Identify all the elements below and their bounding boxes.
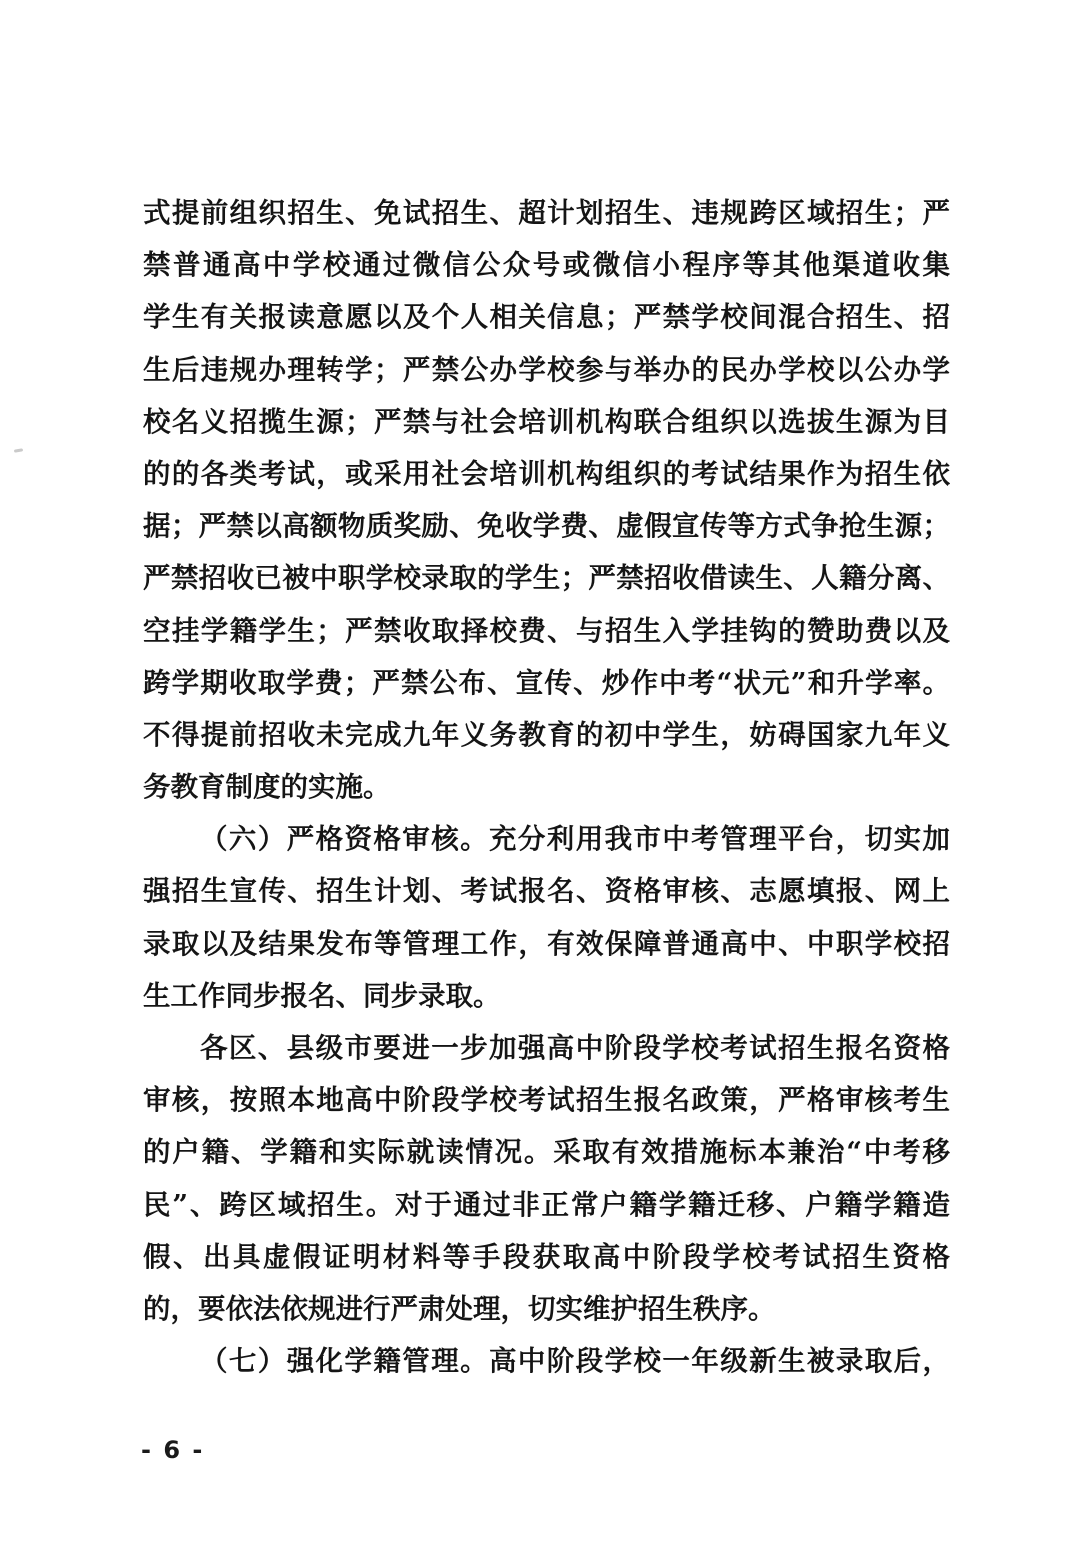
document-line: 生工作同步报名、同步录取。: [143, 979, 501, 1012]
document-line: 生后违规办理转学；严禁公办学校参与举办的民办学校以公办学: [143, 353, 950, 386]
document-line: 学生有关报读意愿以及个人相关信息；严禁学校间混合招生、招: [143, 301, 950, 334]
scan-artifact: [14, 448, 23, 453]
page-number: - 6 -: [141, 1436, 205, 1464]
document-line: 据；严禁以高额物质奖励、免收学费、虚假宣传等方式争抢生源；: [143, 510, 950, 543]
document-line: 式提前组织招生、免试招生、超计划招生、违规跨区域招生；严: [143, 197, 950, 229]
document-line: （六）严格资格审核。充分利用我市中考管理平台，切实加: [200, 823, 950, 856]
document-line: 录取以及结果发布等管理工作，有效保障普通高中、中职学校招: [143, 927, 950, 960]
document-line: 各区、县级市要进一步加强高中阶段学校考试招生报名资格: [200, 1032, 950, 1064]
document-line: 审核，按照本地高中阶段学校考试招生报名政策，严格审核考生: [143, 1084, 950, 1117]
document-line: 校名义招揽生源；严禁与社会培训机构联合组织以选拔生源为目: [143, 405, 950, 438]
document-line: 的的各类考试，或采用社会培训机构组织的考试结果作为招生依: [143, 457, 950, 490]
document-line: （七）强化学籍管理。高中阶段学校一年级新生被录取后，: [200, 1345, 950, 1378]
document-line: 禁普通高中学校通过微信公众号或微信小程序等其他渠道收集: [143, 249, 950, 282]
document-line: 不得提前招收未完成九年义务教育的初中学生，妨碍国家九年义: [143, 718, 950, 751]
document-line: 空挂学籍学生；严禁收取择校费、与招生入学挂钩的赞助费以及: [143, 614, 950, 647]
document-line: 跨学期收取学费；严禁公布、宣传、炒作中考“状元”和升学率。: [143, 666, 950, 699]
document-line: 假、出具虚假证明材料等手段获取高中阶段学校考试招生资格: [143, 1240, 950, 1273]
document-line: 的，要依法依规进行严肃处理，切实维护招生秩序。: [143, 1292, 776, 1325]
document-line: 严禁招收已被中职学校录取的学生；严禁招收借读生、人籍分离、: [143, 562, 950, 595]
document-line: 的户籍、学籍和实际就读情况。采取有效措施标本兼治“中考移: [143, 1136, 950, 1169]
document-line: 强招生宣传、招生计划、考试报名、资格审核、志愿填报、网上: [143, 875, 950, 908]
document-body: [143, 187, 950, 1387]
document-line: 民”、跨区域招生。对于通过非正常户籍学籍迁移、户籍学籍造: [143, 1188, 950, 1221]
document-line: 务教育制度的实施。: [143, 771, 391, 804]
